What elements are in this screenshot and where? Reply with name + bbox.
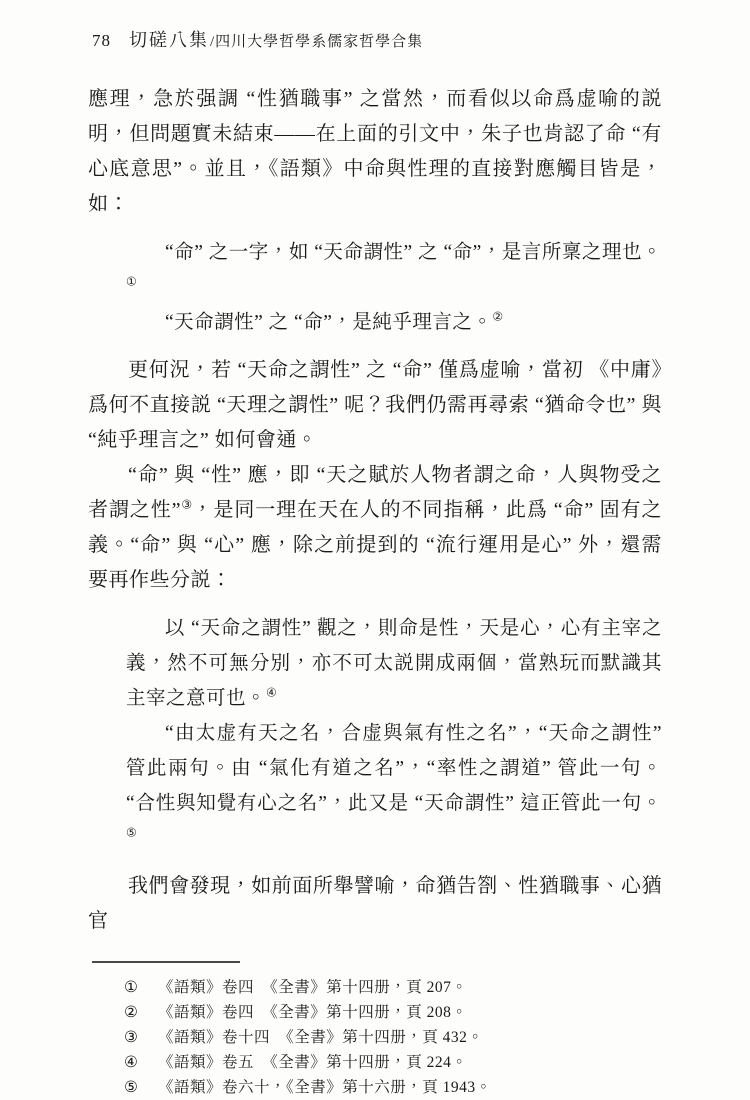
footnote-item (124, 1025, 662, 1050)
footnote-separator (92, 961, 240, 963)
quote-block: 以 “天命之謂性” 觀之，則命是性，天是心，心有主宰之義，然不可無分別，亦不可太説開成兩個，當熟玩而默識其主宰之意可也。④ (126, 618, 662, 709)
footnote-ref: ③ (180, 497, 193, 512)
footnote-marker: ④ (124, 1054, 139, 1071)
footnote-text: 《語類》卷六十，《全書》第十六册，頁 1943。 (158, 1079, 492, 1096)
footnote-text: 《語類》卷十四 《全書》第十四册，頁 432。 (158, 1029, 484, 1046)
quote-block: “由太虚有天之名，合虚與氣有性之名”，“天命之謂性” 管此兩句。由 “氣化有道之名”，“率性之謂道” 管此一句。“合性與知覺有心之名”，此又是 “天命謂性” 這正管此一句。⑤ (126, 723, 662, 840)
paragraph: “命” 與 “性” 應，即 “天之賦於人物者謂之命，人與物受之者謂之性”③，是同一理在天在人的不同指稱，此爲 “命” 固有之義。“命” 與 “心” 應，除之前提到的 “流行運用是心” 外，還需要再作些分説： (88, 464, 662, 591)
body-text (88, 82, 662, 939)
footnote-item (124, 1000, 662, 1025)
footnote-text: 《語類》卷四 《全書》第十四册，頁 207。 (158, 979, 468, 996)
footnote-item (124, 1075, 662, 1100)
paragraph: 我們會發現，如前面所舉譬喻，命猶告劄、性猶職事、心猶官 (88, 875, 662, 932)
page-number: 78 (92, 31, 111, 50)
footnote-ref: ② (492, 309, 504, 324)
page-header (88, 26, 662, 52)
footnote-marker: ② (124, 1004, 139, 1021)
footnote-ref: ⑤ (126, 825, 137, 840)
footnote-marker: ⑤ (124, 1079, 139, 1096)
footnotes (88, 975, 662, 1100)
footnote-marker: ③ (124, 1029, 139, 1046)
quote-block: “天命謂性” 之 “命”，是純乎理言之。② (165, 309, 504, 333)
footnote-text: 《語類》卷四 《全書》第十四册，頁 208。 (158, 1004, 468, 1021)
footnote-text: 《語類》卷五 《全書》第十四册，頁 224。 (158, 1054, 468, 1071)
footnote-item (124, 975, 662, 1000)
running-title-separator: / (210, 34, 215, 50)
running-title-subtitle: 四川大學哲學系儒家哲學合集 (215, 34, 424, 50)
footnote-item (124, 1050, 662, 1075)
paragraph: 應理，急於强調 “性猶職事” 之當然，而看似以命爲虚喻的説明，但問題實未結束——在上面的引文中，朱子也肯認了命 “有心底意思”。並且，《語類》中命與性理的直接對應觸目皆是，如： (88, 88, 662, 215)
footnote-marker: ① (124, 979, 139, 996)
quote-block: “命” 之一字，如 “天命謂性” 之 “命”，是言所稟之理也。① (126, 242, 662, 289)
running-title-book: 切磋八集 (129, 30, 209, 50)
footnote-ref: ④ (266, 685, 277, 700)
footnote-ref: ① (126, 274, 137, 289)
paragraph: 更何況，若 “天命之謂性” 之 “命” 僅爲虚喻，當初 《中庸》爲何不直接説 “天理之謂性” 呢？我們仍需再尋索 “猶命令也” 與 “純乎理言之” 如何會通。 (88, 359, 662, 451)
